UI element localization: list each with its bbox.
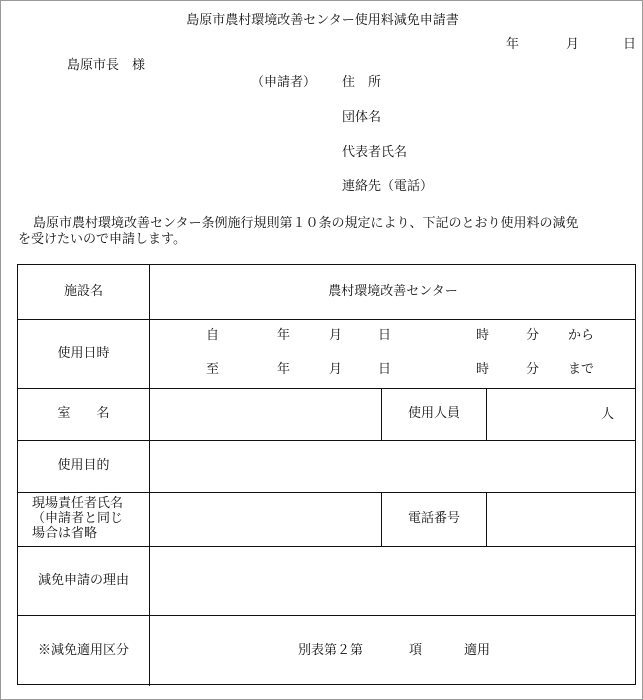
- addressee: 島原市長 様: [67, 58, 146, 73]
- form-title: 島原市農村環境改善センター使用料減免申請書: [186, 13, 459, 28]
- to-suffix: まで: [568, 362, 595, 377]
- from-minute-label: 分: [526, 328, 540, 343]
- body-text-line-1: 島原市農村環境改善センター条例施行規則第１０条の規定により、下記のとおり使用料の減免: [33, 216, 579, 231]
- facility-value: 農村環境改善センター: [328, 283, 458, 299]
- to-year-label: 年: [277, 362, 291, 377]
- date-day-label: 日: [623, 37, 637, 52]
- to-month-label: 月: [329, 362, 343, 377]
- from-suffix: から: [568, 328, 595, 343]
- from-month-label: 月: [329, 328, 343, 343]
- from-prefix: 自: [206, 328, 220, 343]
- facility-label: 施設名: [63, 283, 103, 299]
- date-year-label: 年: [506, 37, 520, 52]
- column-divider: [486, 492, 487, 546]
- to-prefix: 至: [206, 362, 220, 377]
- column-divider: [149, 265, 150, 686]
- from-hour-label: 時: [476, 328, 490, 343]
- from-day-label: 日: [378, 328, 392, 343]
- to-day-label: 日: [378, 362, 392, 377]
- reason-label: 減免申請の理由: [37, 572, 129, 588]
- contact-phone-field-label: 連絡先（電話）: [342, 179, 434, 194]
- applicant-tag: （申請者）: [251, 75, 317, 90]
- representative-field-label: 代表者氏名: [342, 145, 408, 160]
- body-text-line-2: を受けたいので申請します。: [18, 232, 186, 247]
- category-item-label: 項: [409, 643, 423, 658]
- application-table: [17, 264, 636, 685]
- to-hour-label: 時: [476, 362, 490, 377]
- from-year-label: 年: [277, 328, 291, 343]
- row-divider: [18, 492, 635, 493]
- to-minute-label: 分: [526, 362, 540, 377]
- manager-label: [32, 496, 123, 541]
- address-field-label: 住 所: [342, 75, 382, 90]
- group-name-field-label: 団体名: [342, 110, 382, 125]
- manager-label-line-1: 現場責任者氏名: [32, 496, 124, 511]
- people-label: 使用人員: [407, 406, 460, 422]
- purpose-label: 使用目的: [57, 458, 110, 474]
- column-divider: [486, 388, 487, 440]
- manager-label-line-3: 場合は省略: [32, 526, 98, 541]
- people-unit: 人: [601, 407, 615, 422]
- date-month-label: 月: [566, 37, 580, 52]
- usage-datetime-label: 使用日時: [57, 345, 110, 361]
- category-prefix: 別表第２第: [298, 643, 364, 658]
- category-suffix: 適用: [464, 643, 491, 658]
- manager-phone-label: 電話番号: [407, 511, 460, 527]
- category-label: ※減免適用区分: [37, 642, 129, 658]
- manager-label-line-2: （申請者と同じ: [32, 511, 124, 526]
- room-label: 室 名: [57, 406, 110, 422]
